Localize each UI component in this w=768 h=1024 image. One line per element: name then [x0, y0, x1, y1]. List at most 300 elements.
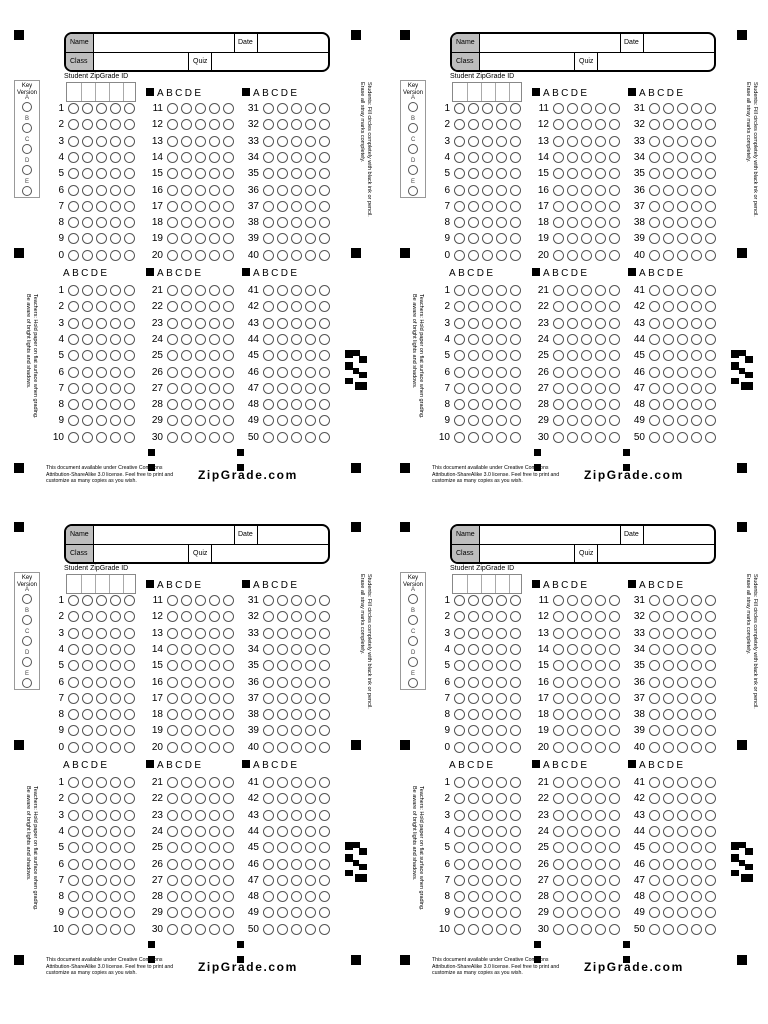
answer-bubble[interactable]: [496, 185, 507, 196]
answer-bubble[interactable]: [82, 201, 93, 212]
answer-bubble[interactable]: [677, 399, 688, 410]
answer-bubble[interactable]: [277, 595, 288, 606]
answer-bubble[interactable]: [68, 185, 79, 196]
answer-bubble[interactable]: [454, 859, 465, 870]
answer-bubble[interactable]: [277, 168, 288, 179]
answer-bubble[interactable]: [454, 217, 465, 228]
answer-bubble[interactable]: [195, 185, 206, 196]
answer-bubble[interactable]: [291, 742, 302, 753]
answer-bubble[interactable]: [82, 875, 93, 886]
answer-bubble[interactable]: [468, 875, 479, 886]
answer-bubble[interactable]: [263, 233, 274, 244]
answer-bubble[interactable]: [110, 660, 121, 671]
answer-bubble[interactable]: [510, 628, 521, 639]
answer-bubble[interactable]: [291, 136, 302, 147]
answer-bubble[interactable]: [609, 399, 620, 410]
answer-bubble[interactable]: [581, 168, 592, 179]
answer-bubble[interactable]: [277, 859, 288, 870]
answer-bubble[interactable]: [510, 891, 521, 902]
answer-bubble[interactable]: [482, 285, 493, 296]
answer-bubble[interactable]: [110, 644, 121, 655]
answer-bubble[interactable]: [705, 367, 716, 378]
answer-bubble[interactable]: [167, 250, 178, 261]
answer-bubble[interactable]: [167, 644, 178, 655]
answer-bubble[interactable]: [609, 709, 620, 720]
answer-bubble[interactable]: [691, 628, 702, 639]
answer-bubble[interactable]: [595, 399, 606, 410]
answer-bubble[interactable]: [82, 611, 93, 622]
answer-bubble[interactable]: [124, 660, 135, 671]
answer-bubble[interactable]: [319, 777, 330, 788]
answer-bubble[interactable]: [595, 185, 606, 196]
answer-bubble[interactable]: [705, 777, 716, 788]
answer-bubble[interactable]: [110, 725, 121, 736]
answer-bubble[interactable]: [595, 301, 606, 312]
answer-bubble[interactable]: [124, 152, 135, 163]
answer-bubble[interactable]: [663, 350, 674, 361]
answer-bubble[interactable]: [595, 611, 606, 622]
answer-bubble[interactable]: [110, 924, 121, 935]
answer-bubble[interactable]: [510, 826, 521, 837]
answer-bubble[interactable]: [663, 725, 674, 736]
answer-bubble[interactable]: [482, 168, 493, 179]
answer-bubble[interactable]: [291, 891, 302, 902]
answer-bubble[interactable]: [609, 233, 620, 244]
answer-bubble[interactable]: [291, 875, 302, 886]
answer-bubble[interactable]: [581, 709, 592, 720]
answer-bubble[interactable]: [96, 810, 107, 821]
answer-bubble[interactable]: [649, 233, 660, 244]
answer-bubble[interactable]: [223, 136, 234, 147]
answer-bubble[interactable]: [82, 250, 93, 261]
answer-bubble[interactable]: [609, 611, 620, 622]
answer-bubble[interactable]: [705, 185, 716, 196]
answer-bubble[interactable]: [496, 660, 507, 671]
key-version-bubble[interactable]: [408, 165, 418, 175]
answer-bubble[interactable]: [567, 859, 578, 870]
answer-bubble[interactable]: [567, 891, 578, 902]
answer-bubble[interactable]: [277, 826, 288, 837]
answer-bubble[interactable]: [195, 693, 206, 704]
answer-bubble[interactable]: [82, 285, 93, 296]
answer-bubble[interactable]: [181, 644, 192, 655]
answer-bubble[interactable]: [82, 924, 93, 935]
answer-bubble[interactable]: [663, 875, 674, 886]
answer-bubble[interactable]: [96, 628, 107, 639]
answer-bubble[interactable]: [319, 875, 330, 886]
answer-bubble[interactable]: [609, 250, 620, 261]
answer-bubble[interactable]: [124, 233, 135, 244]
answer-bubble[interactable]: [223, 399, 234, 410]
answer-bubble[interactable]: [595, 285, 606, 296]
answer-bubble[interactable]: [263, 611, 274, 622]
answer-bubble[interactable]: [209, 826, 220, 837]
answer-bubble[interactable]: [609, 119, 620, 130]
answer-bubble[interactable]: [677, 725, 688, 736]
answer-bubble[interactable]: [482, 907, 493, 918]
answer-bubble[interactable]: [209, 301, 220, 312]
answer-bubble[interactable]: [663, 250, 674, 261]
answer-bubble[interactable]: [96, 383, 107, 394]
answer-bubble[interactable]: [482, 660, 493, 671]
answer-bubble[interactable]: [96, 301, 107, 312]
answer-bubble[interactable]: [305, 152, 316, 163]
answer-bubble[interactable]: [82, 383, 93, 394]
answer-bubble[interactable]: [305, 611, 316, 622]
student-id-entry-grid[interactable]: [66, 82, 136, 102]
answer-bubble[interactable]: [167, 875, 178, 886]
answer-bubble[interactable]: [124, 859, 135, 870]
answer-bubble[interactable]: [209, 318, 220, 329]
answer-bubble[interactable]: [181, 907, 192, 918]
answer-bubble[interactable]: [291, 677, 302, 688]
answer-bubble[interactable]: [68, 119, 79, 130]
answer-bubble[interactable]: [82, 103, 93, 114]
answer-bubble[interactable]: [277, 136, 288, 147]
answer-bubble[interactable]: [454, 185, 465, 196]
answer-bubble[interactable]: [468, 611, 479, 622]
answer-bubble[interactable]: [677, 842, 688, 853]
answer-bubble[interactable]: [663, 399, 674, 410]
answer-bubble[interactable]: [209, 201, 220, 212]
answer-bubble[interactable]: [82, 152, 93, 163]
answer-bubble[interactable]: [510, 168, 521, 179]
answer-bubble[interactable]: [209, 367, 220, 378]
answer-bubble[interactable]: [263, 103, 274, 114]
answer-bubble[interactable]: [553, 103, 564, 114]
answer-bubble[interactable]: [468, 907, 479, 918]
answer-bubble[interactable]: [223, 250, 234, 261]
answer-bubble[interactable]: [319, 399, 330, 410]
answer-bubble[interactable]: [277, 742, 288, 753]
answer-bubble[interactable]: [677, 595, 688, 606]
answer-bubble[interactable]: [567, 367, 578, 378]
date-field[interactable]: [645, 34, 715, 52]
answer-bubble[interactable]: [705, 217, 716, 228]
answer-bubble[interactable]: [68, 367, 79, 378]
answer-bubble[interactable]: [291, 233, 302, 244]
answer-bubble[interactable]: [263, 709, 274, 720]
answer-bubble[interactable]: [124, 742, 135, 753]
answer-bubble[interactable]: [82, 217, 93, 228]
answer-bubble[interactable]: [510, 709, 521, 720]
answer-bubble[interactable]: [595, 201, 606, 212]
answer-bubble[interactable]: [691, 217, 702, 228]
answer-bubble[interactable]: [454, 367, 465, 378]
answer-bubble[interactable]: [209, 810, 220, 821]
answer-bubble[interactable]: [195, 301, 206, 312]
answer-bubble[interactable]: [82, 367, 93, 378]
answer-bubble[interactable]: [263, 201, 274, 212]
answer-bubble[interactable]: [482, 136, 493, 147]
answer-bubble[interactable]: [305, 250, 316, 261]
answer-bubble[interactable]: [68, 334, 79, 345]
answer-bubble[interactable]: [263, 793, 274, 804]
answer-bubble[interactable]: [305, 644, 316, 655]
answer-bubble[interactable]: [705, 677, 716, 688]
answer-bubble[interactable]: [263, 399, 274, 410]
answer-bubble[interactable]: [595, 859, 606, 870]
answer-bubble[interactable]: [468, 595, 479, 606]
answer-bubble[interactable]: [305, 285, 316, 296]
answer-bubble[interactable]: [581, 611, 592, 622]
answer-bubble[interactable]: [167, 217, 178, 228]
answer-bubble[interactable]: [68, 415, 79, 426]
answer-bubble[interactable]: [291, 201, 302, 212]
answer-bubble[interactable]: [581, 924, 592, 935]
answer-bubble[interactable]: [124, 185, 135, 196]
answer-bubble[interactable]: [609, 660, 620, 671]
answer-bubble[interactable]: [496, 119, 507, 130]
answer-bubble[interactable]: [581, 891, 592, 902]
answer-bubble[interactable]: [167, 201, 178, 212]
answer-bubble[interactable]: [96, 859, 107, 870]
answer-bubble[interactable]: [68, 660, 79, 671]
answer-bubble[interactable]: [595, 677, 606, 688]
answer-bubble[interactable]: [195, 891, 206, 902]
answer-bubble[interactable]: [595, 777, 606, 788]
answer-bubble[interactable]: [691, 842, 702, 853]
answer-bubble[interactable]: [581, 660, 592, 671]
answer-bubble[interactable]: [167, 136, 178, 147]
answer-bubble[interactable]: [567, 628, 578, 639]
answer-bubble[interactable]: [181, 136, 192, 147]
answer-bubble[interactable]: [319, 383, 330, 394]
answer-bubble[interactable]: [305, 875, 316, 886]
answer-bubble[interactable]: [482, 891, 493, 902]
answer-bubble[interactable]: [663, 709, 674, 720]
answer-bubble[interactable]: [319, 891, 330, 902]
answer-bubble[interactable]: [609, 725, 620, 736]
answer-bubble[interactable]: [705, 725, 716, 736]
answer-bubble[interactable]: [677, 103, 688, 114]
answer-bubble[interactable]: [553, 742, 564, 753]
answer-bubble[interactable]: [124, 611, 135, 622]
answer-bubble[interactable]: [496, 103, 507, 114]
answer-bubble[interactable]: [663, 233, 674, 244]
answer-bubble[interactable]: [181, 725, 192, 736]
answer-bubble[interactable]: [705, 891, 716, 902]
answer-bubble[interactable]: [277, 810, 288, 821]
answer-bubble[interactable]: [277, 383, 288, 394]
answer-bubble[interactable]: [305, 318, 316, 329]
answer-bubble[interactable]: [124, 677, 135, 688]
answer-bubble[interactable]: [567, 924, 578, 935]
answer-bubble[interactable]: [609, 318, 620, 329]
answer-bubble[interactable]: [223, 742, 234, 753]
answer-bubble[interactable]: [595, 660, 606, 671]
answer-bubble[interactable]: [649, 826, 660, 837]
answer-bubble[interactable]: [663, 644, 674, 655]
answer-bubble[interactable]: [705, 859, 716, 870]
answer-bubble[interactable]: [68, 644, 79, 655]
answer-bubble[interactable]: [663, 611, 674, 622]
answer-bubble[interactable]: [195, 709, 206, 720]
answer-bubble[interactable]: [195, 318, 206, 329]
answer-bubble[interactable]: [496, 891, 507, 902]
answer-bubble[interactable]: [68, 399, 79, 410]
answer-bubble[interactable]: [595, 742, 606, 753]
answer-bubble[interactable]: [124, 119, 135, 130]
answer-bubble[interactable]: [482, 334, 493, 345]
answer-bubble[interactable]: [181, 859, 192, 870]
answer-bubble[interactable]: [68, 875, 79, 886]
answer-bubble[interactable]: [454, 907, 465, 918]
answer-bubble[interactable]: [68, 725, 79, 736]
answer-bubble[interactable]: [68, 595, 79, 606]
answer-bubble[interactable]: [454, 383, 465, 394]
answer-bubble[interactable]: [468, 201, 479, 212]
answer-bubble[interactable]: [181, 924, 192, 935]
answer-bubble[interactable]: [553, 399, 564, 410]
answer-bubble[interactable]: [319, 793, 330, 804]
answer-bubble[interactable]: [277, 611, 288, 622]
answer-bubble[interactable]: [305, 301, 316, 312]
answer-bubble[interactable]: [291, 793, 302, 804]
answer-bubble[interactable]: [468, 742, 479, 753]
answer-bubble[interactable]: [468, 709, 479, 720]
answer-bubble[interactable]: [110, 285, 121, 296]
answer-bubble[interactable]: [96, 693, 107, 704]
answer-bubble[interactable]: [553, 810, 564, 821]
answer-bubble[interactable]: [510, 660, 521, 671]
answer-bubble[interactable]: [68, 810, 79, 821]
answer-bubble[interactable]: [181, 119, 192, 130]
answer-bubble[interactable]: [691, 168, 702, 179]
answer-bubble[interactable]: [319, 725, 330, 736]
answer-bubble[interactable]: [167, 924, 178, 935]
answer-bubble[interactable]: [263, 693, 274, 704]
answer-bubble[interactable]: [110, 891, 121, 902]
answer-bubble[interactable]: [663, 677, 674, 688]
answer-bubble[interactable]: [609, 677, 620, 688]
answer-bubble[interactable]: [68, 742, 79, 753]
answer-bubble[interactable]: [181, 285, 192, 296]
answer-bubble[interactable]: [691, 119, 702, 130]
answer-bubble[interactable]: [510, 859, 521, 870]
answer-bubble[interactable]: [277, 924, 288, 935]
answer-bubble[interactable]: [496, 677, 507, 688]
answer-bubble[interactable]: [553, 595, 564, 606]
answer-bubble[interactable]: [553, 383, 564, 394]
answer-bubble[interactable]: [496, 628, 507, 639]
answer-bubble[interactable]: [567, 233, 578, 244]
answer-bubble[interactable]: [567, 383, 578, 394]
answer-bubble[interactable]: [609, 285, 620, 296]
answer-bubble[interactable]: [649, 891, 660, 902]
answer-bubble[interactable]: [705, 432, 716, 443]
answer-bubble[interactable]: [510, 415, 521, 426]
answer-bubble[interactable]: [223, 285, 234, 296]
answer-bubble[interactable]: [677, 415, 688, 426]
answer-bubble[interactable]: [181, 367, 192, 378]
answer-bubble[interactable]: [663, 383, 674, 394]
answer-bubble[interactable]: [581, 859, 592, 870]
answer-bubble[interactable]: [567, 432, 578, 443]
answer-bubble[interactable]: [482, 677, 493, 688]
answer-bubble[interactable]: [609, 383, 620, 394]
answer-bubble[interactable]: [595, 891, 606, 902]
answer-bubble[interactable]: [567, 185, 578, 196]
answer-bubble[interactable]: [482, 859, 493, 870]
answer-bubble[interactable]: [181, 103, 192, 114]
answer-bubble[interactable]: [167, 103, 178, 114]
answer-bubble[interactable]: [167, 595, 178, 606]
answer-bubble[interactable]: [319, 367, 330, 378]
answer-bubble[interactable]: [305, 924, 316, 935]
date-field[interactable]: [645, 526, 715, 544]
answer-bubble[interactable]: [454, 826, 465, 837]
answer-bubble[interactable]: [553, 367, 564, 378]
answer-bubble[interactable]: [195, 810, 206, 821]
answer-bubble[interactable]: [319, 119, 330, 130]
answer-bubble[interactable]: [263, 875, 274, 886]
answer-bubble[interactable]: [181, 334, 192, 345]
answer-bubble[interactable]: [454, 611, 465, 622]
answer-bubble[interactable]: [263, 217, 274, 228]
answer-bubble[interactable]: [454, 119, 465, 130]
answer-bubble[interactable]: [663, 810, 674, 821]
answer-bubble[interactable]: [167, 152, 178, 163]
answer-bubble[interactable]: [209, 660, 220, 671]
answer-bubble[interactable]: [195, 777, 206, 788]
answer-bubble[interactable]: [167, 301, 178, 312]
answer-bubble[interactable]: [595, 644, 606, 655]
answer-bubble[interactable]: [82, 859, 93, 870]
answer-bubble[interactable]: [110, 859, 121, 870]
answer-bubble[interactable]: [223, 152, 234, 163]
answer-bubble[interactable]: [677, 233, 688, 244]
answer-bubble[interactable]: [277, 875, 288, 886]
answer-bubble[interactable]: [705, 628, 716, 639]
answer-bubble[interactable]: [482, 777, 493, 788]
answer-bubble[interactable]: [167, 318, 178, 329]
answer-bubble[interactable]: [482, 103, 493, 114]
answer-bubble[interactable]: [82, 334, 93, 345]
answer-bubble[interactable]: [705, 399, 716, 410]
answer-bubble[interactable]: [677, 201, 688, 212]
key-version-bubble[interactable]: [22, 165, 32, 175]
answer-bubble[interactable]: [553, 628, 564, 639]
answer-bubble[interactable]: [291, 119, 302, 130]
answer-bubble[interactable]: [677, 432, 688, 443]
answer-bubble[interactable]: [110, 810, 121, 821]
answer-bubble[interactable]: [677, 777, 688, 788]
answer-bubble[interactable]: [263, 842, 274, 853]
answer-bubble[interactable]: [482, 233, 493, 244]
answer-bubble[interactable]: [263, 810, 274, 821]
answer-bubble[interactable]: [649, 334, 660, 345]
answer-bubble[interactable]: [581, 432, 592, 443]
answer-bubble[interactable]: [663, 168, 674, 179]
answer-bubble[interactable]: [510, 810, 521, 821]
answer-bubble[interactable]: [96, 318, 107, 329]
answer-bubble[interactable]: [609, 103, 620, 114]
answer-bubble[interactable]: [691, 367, 702, 378]
answer-bubble[interactable]: [482, 628, 493, 639]
answer-bubble[interactable]: [319, 907, 330, 918]
answer-bubble[interactable]: [124, 777, 135, 788]
answer-bubble[interactable]: [691, 742, 702, 753]
answer-bubble[interactable]: [223, 709, 234, 720]
answer-bubble[interactable]: [468, 826, 479, 837]
answer-bubble[interactable]: [82, 399, 93, 410]
answer-bubble[interactable]: [454, 810, 465, 821]
answer-bubble[interactable]: [110, 875, 121, 886]
answer-bubble[interactable]: [68, 842, 79, 853]
answer-bubble[interactable]: [595, 725, 606, 736]
answer-bubble[interactable]: [649, 677, 660, 688]
